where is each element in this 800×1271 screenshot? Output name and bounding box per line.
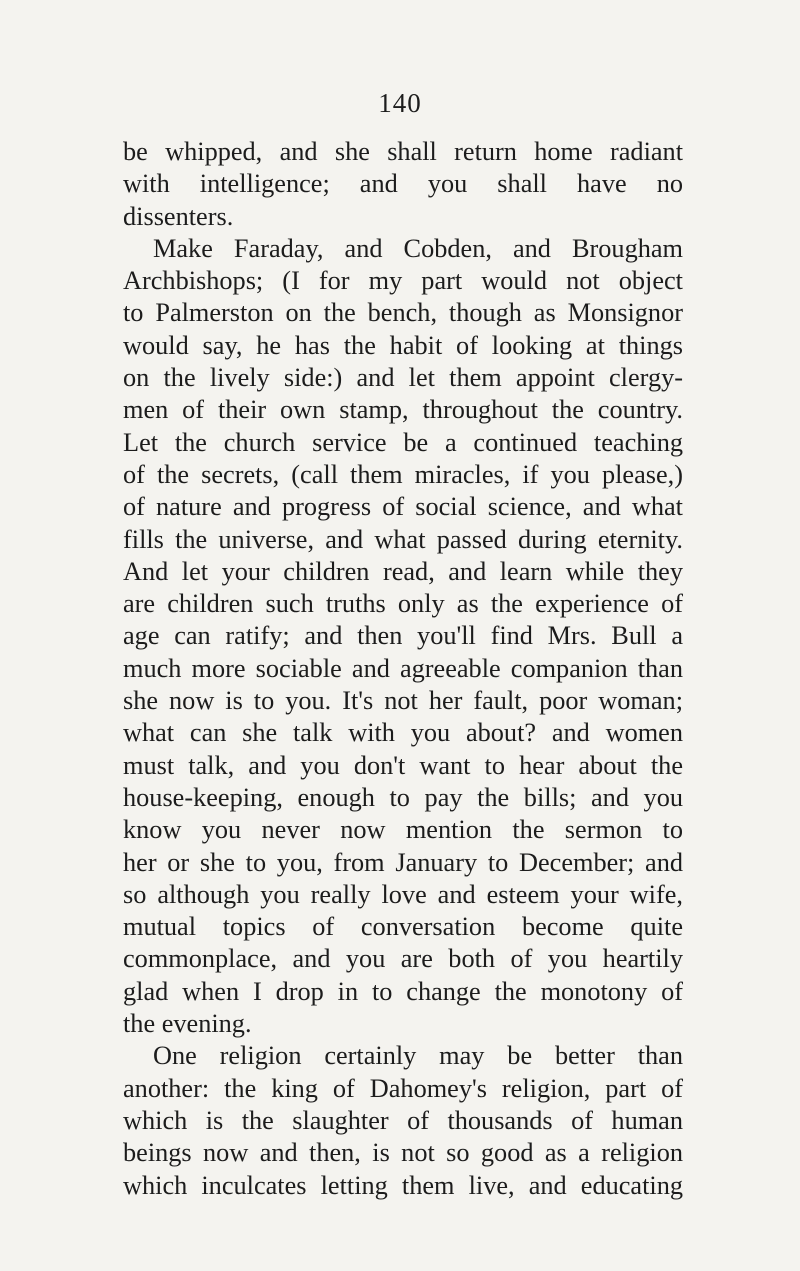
text-line: the evening. [123, 1009, 252, 1039]
text-line: Archbishops; (I for my part would not object [123, 266, 683, 296]
text-line: Make Faraday, and Cobden, and Brougham [153, 233, 683, 263]
text-line: age can ratify; and then you'll find Mrs. Bull a [123, 621, 683, 651]
text-line: men of their own stamp, throughout the country. [123, 395, 683, 425]
text-line: commonplace, and you are both of you heartily [123, 944, 683, 974]
text-line: must talk, and you don't want to hear about the [123, 750, 683, 780]
text-line: are children such truths only as the experience of [123, 589, 683, 619]
text-line: to Palmerston on the bench, though as Monsignor [123, 298, 683, 328]
text-line: And let your children read, and learn while they [123, 556, 683, 586]
text-line: with intelligence; and you shall have no [123, 169, 683, 199]
text-line: she now is to you. It's not her fault, poor woman; [123, 686, 683, 716]
text-line: which is the slaughter of thousands of human [123, 1105, 683, 1135]
text-line: mutual topics of conversation become quite [123, 912, 683, 942]
text-line: of the secrets, (call them miracles, if you please,) [123, 459, 683, 489]
text-line: One religion certainly may be better than [153, 1041, 683, 1071]
text-line: of nature and progress of social science, and what [123, 492, 683, 522]
text-line: her or she to you, from January to December; and [123, 847, 683, 877]
body-text [123, 136, 683, 1202]
text-line: know you never now mention the sermon to [123, 815, 683, 845]
text-line: which inculcates letting them live, and educating [123, 1170, 683, 1200]
text-line: house-keeping, enough to pay the bills; and you [123, 782, 683, 812]
text-line: be whipped, and she shall return home radiant [123, 137, 683, 166]
text-line: beings now and then, is not so good as a religion [123, 1138, 683, 1168]
text-line: what can she talk with you about? and women [123, 718, 683, 748]
text-line: fills the universe, and what passed during eternity. [123, 524, 683, 554]
text-line: so although you really love and esteem your wife, [123, 879, 683, 909]
text-line: dissenters. [123, 201, 234, 231]
text-line: Let the church service be a continued teaching [123, 427, 683, 457]
text-line: on the lively side:) and let them appoint clergy- [123, 363, 683, 393]
text-line: much more sociable and agreeable companion than [123, 653, 683, 683]
text-line: would say, he has the habit of looking at things [123, 330, 683, 360]
text-line: glad when I drop in to change the monotony of [123, 976, 683, 1006]
text-line: another: the king of Dahomey's religion, part of [123, 1073, 683, 1103]
page-number: 140 [378, 88, 422, 118]
